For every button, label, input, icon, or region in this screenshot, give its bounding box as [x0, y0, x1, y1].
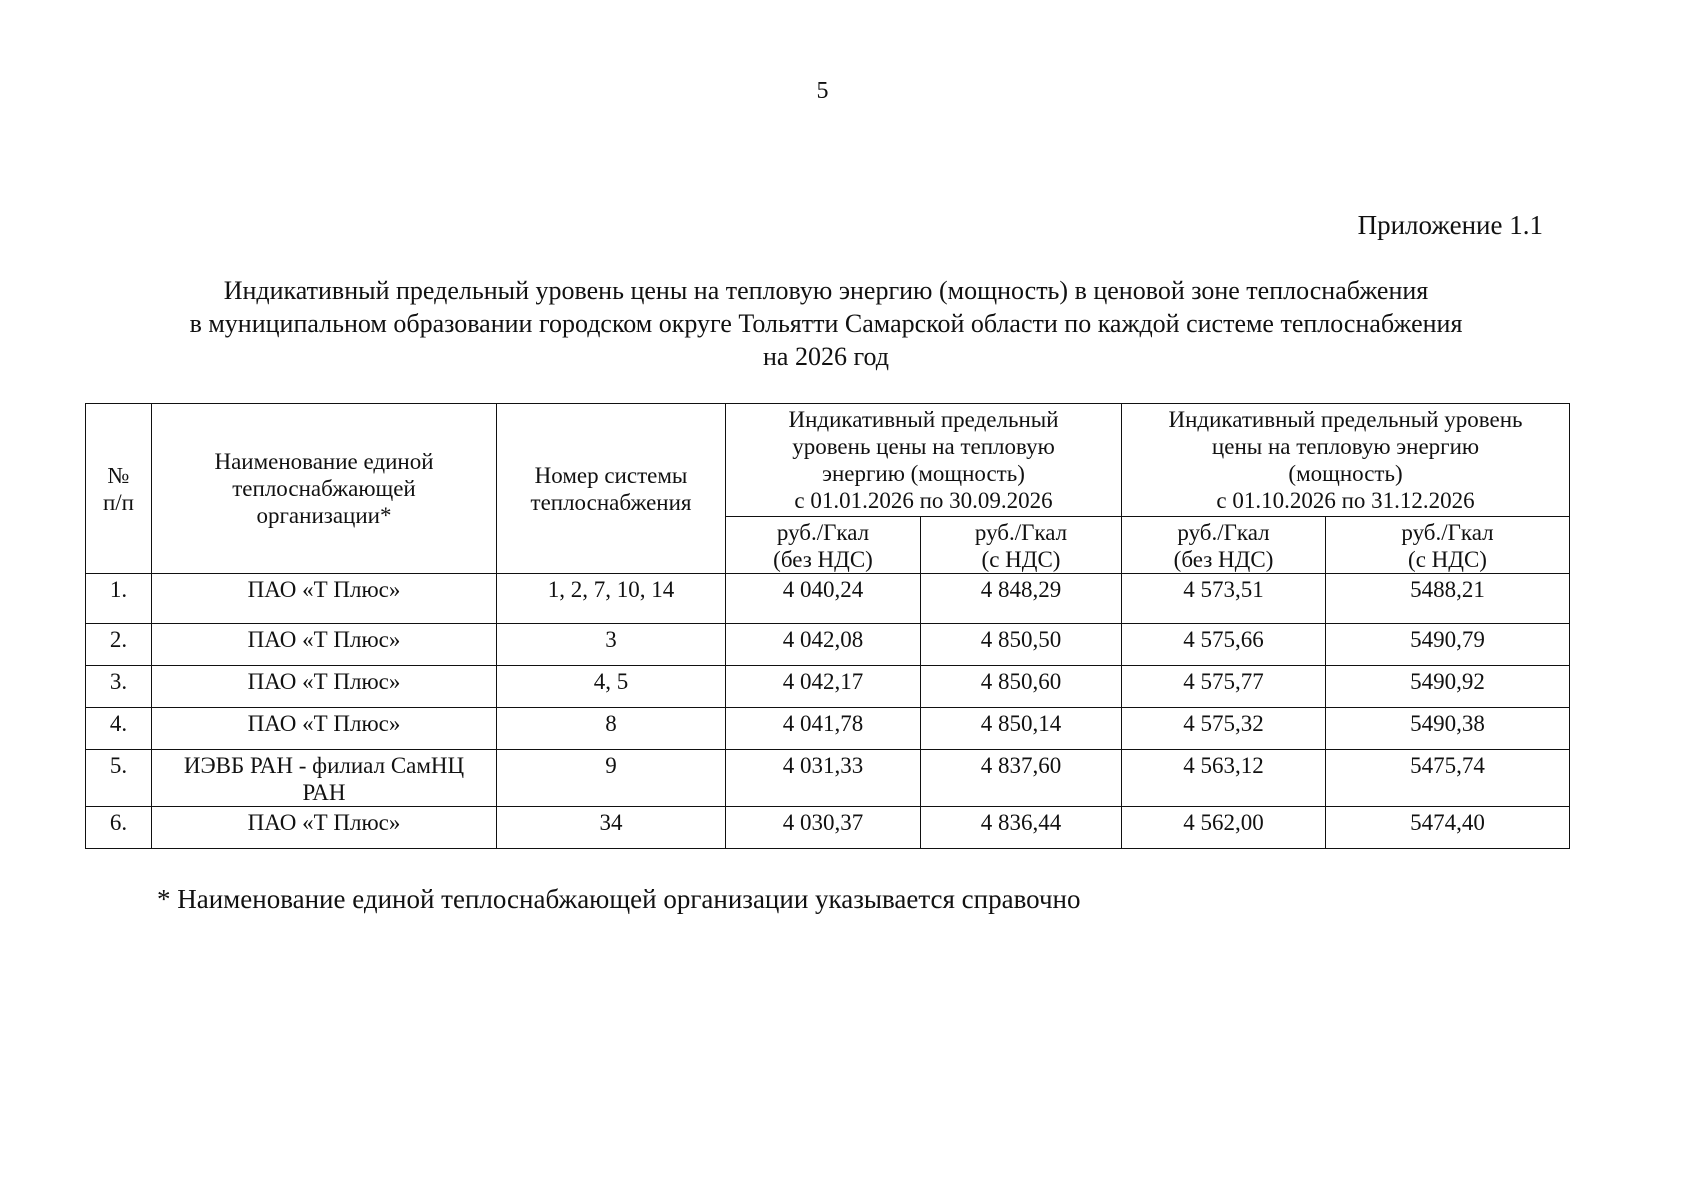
- table-row: [86, 708, 1570, 750]
- system-number: 4, 5: [497, 666, 726, 708]
- document-title: [86, 274, 1566, 373]
- table-row: [86, 750, 1570, 807]
- header-unit-vat: руб./Гкал (с НДС): [1326, 517, 1570, 574]
- price-p1-vat: 4 836,44: [921, 807, 1122, 849]
- header-period-2: Индикативный предельный уровень цены на тепловую энергию (мощность) с 01.10.2026 по 31.12.2026: [1122, 404, 1570, 517]
- title-line: в муниципальном образовании городском округе Тольятти Самарской области по каждой системе теплоснабжения: [189, 309, 1463, 338]
- row-number: 6.: [86, 807, 152, 849]
- price-p1-no-vat: 4 040,24: [726, 574, 921, 624]
- org-name: ИЭВБ РАН - филиал СамНЦ РАН: [152, 750, 497, 807]
- price-table: [85, 403, 1570, 849]
- price-p1-vat: 4 848,29: [921, 574, 1122, 624]
- table-row: [86, 807, 1570, 849]
- header-period-1: Индикативный предельный уровень цены на тепловую энергию (мощность) с 01.01.2026 по 30.09.2026: [726, 404, 1122, 517]
- header-number: № п/п: [86, 404, 152, 574]
- table-row: [86, 624, 1570, 666]
- row-number: 2.: [86, 624, 152, 666]
- system-number: 1, 2, 7, 10, 14: [497, 574, 726, 624]
- org-name: ПАО «Т Плюс»: [152, 807, 497, 849]
- price-p2-no-vat: 4 575,32: [1122, 708, 1326, 750]
- table-row: [86, 666, 1570, 708]
- price-p1-no-vat: 4 031,33: [726, 750, 921, 807]
- title-line: Индикативный предельный уровень цены на тепловую энергию (мощность) в ценовой зоне теплоснабжения: [223, 276, 1429, 305]
- header-unit-no-vat: руб./Гкал (без НДС): [1122, 517, 1326, 574]
- price-p1-no-vat: 4 042,08: [726, 624, 921, 666]
- row-number: 4.: [86, 708, 152, 750]
- price-p2-vat: 5490,92: [1326, 666, 1570, 708]
- price-p2-no-vat: 4 575,77: [1122, 666, 1326, 708]
- price-p2-vat: 5488,21: [1326, 574, 1570, 624]
- price-p2-no-vat: 4 562,00: [1122, 807, 1326, 849]
- price-p1-vat: 4 850,14: [921, 708, 1122, 750]
- price-p1-vat: 4 850,60: [921, 666, 1122, 708]
- price-p2-vat: 5475,74: [1326, 750, 1570, 807]
- price-p2-vat: 5490,38: [1326, 708, 1570, 750]
- price-p1-no-vat: 4 042,17: [726, 666, 921, 708]
- price-p2-vat: 5474,40: [1326, 807, 1570, 849]
- price-p2-no-vat: 4 575,66: [1122, 624, 1326, 666]
- header-unit-no-vat: руб./Гкал (без НДС): [726, 517, 921, 574]
- header-system-number: Номер системы теплоснабжения: [497, 404, 726, 574]
- price-p1-no-vat: 4 030,37: [726, 807, 921, 849]
- row-number: 5.: [86, 750, 152, 807]
- table-row: [86, 574, 1570, 624]
- org-name: ПАО «Т Плюс»: [152, 624, 497, 666]
- page-number: 5: [816, 78, 829, 104]
- price-p2-no-vat: 4 573,51: [1122, 574, 1326, 624]
- system-number: 34: [497, 807, 726, 849]
- org-name: ПАО «Т Плюс»: [152, 574, 497, 624]
- price-p1-vat: 4 837,60: [921, 750, 1122, 807]
- price-p1-no-vat: 4 041,78: [726, 708, 921, 750]
- footnote: * Наименование единой теплоснабжающей организации указывается справочно: [157, 884, 1081, 914]
- row-number: 3.: [86, 666, 152, 708]
- row-number: 1.: [86, 574, 152, 624]
- title-line: на 2026 год: [763, 342, 889, 371]
- system-number: 3: [497, 624, 726, 666]
- price-p2-no-vat: 4 563,12: [1122, 750, 1326, 807]
- system-number: 8: [497, 708, 726, 750]
- price-p1-vat: 4 850,50: [921, 624, 1122, 666]
- header-organization: Наименование единой теплоснабжающей организации*: [152, 404, 497, 574]
- appendix-label: Приложение 1.1: [1357, 210, 1543, 240]
- system-number: 9: [497, 750, 726, 807]
- org-name: ПАО «Т Плюс»: [152, 666, 497, 708]
- price-p2-vat: 5490,79: [1326, 624, 1570, 666]
- header-unit-vat: руб./Гкал (с НДС): [921, 517, 1122, 574]
- org-name: ПАО «Т Плюс»: [152, 708, 497, 750]
